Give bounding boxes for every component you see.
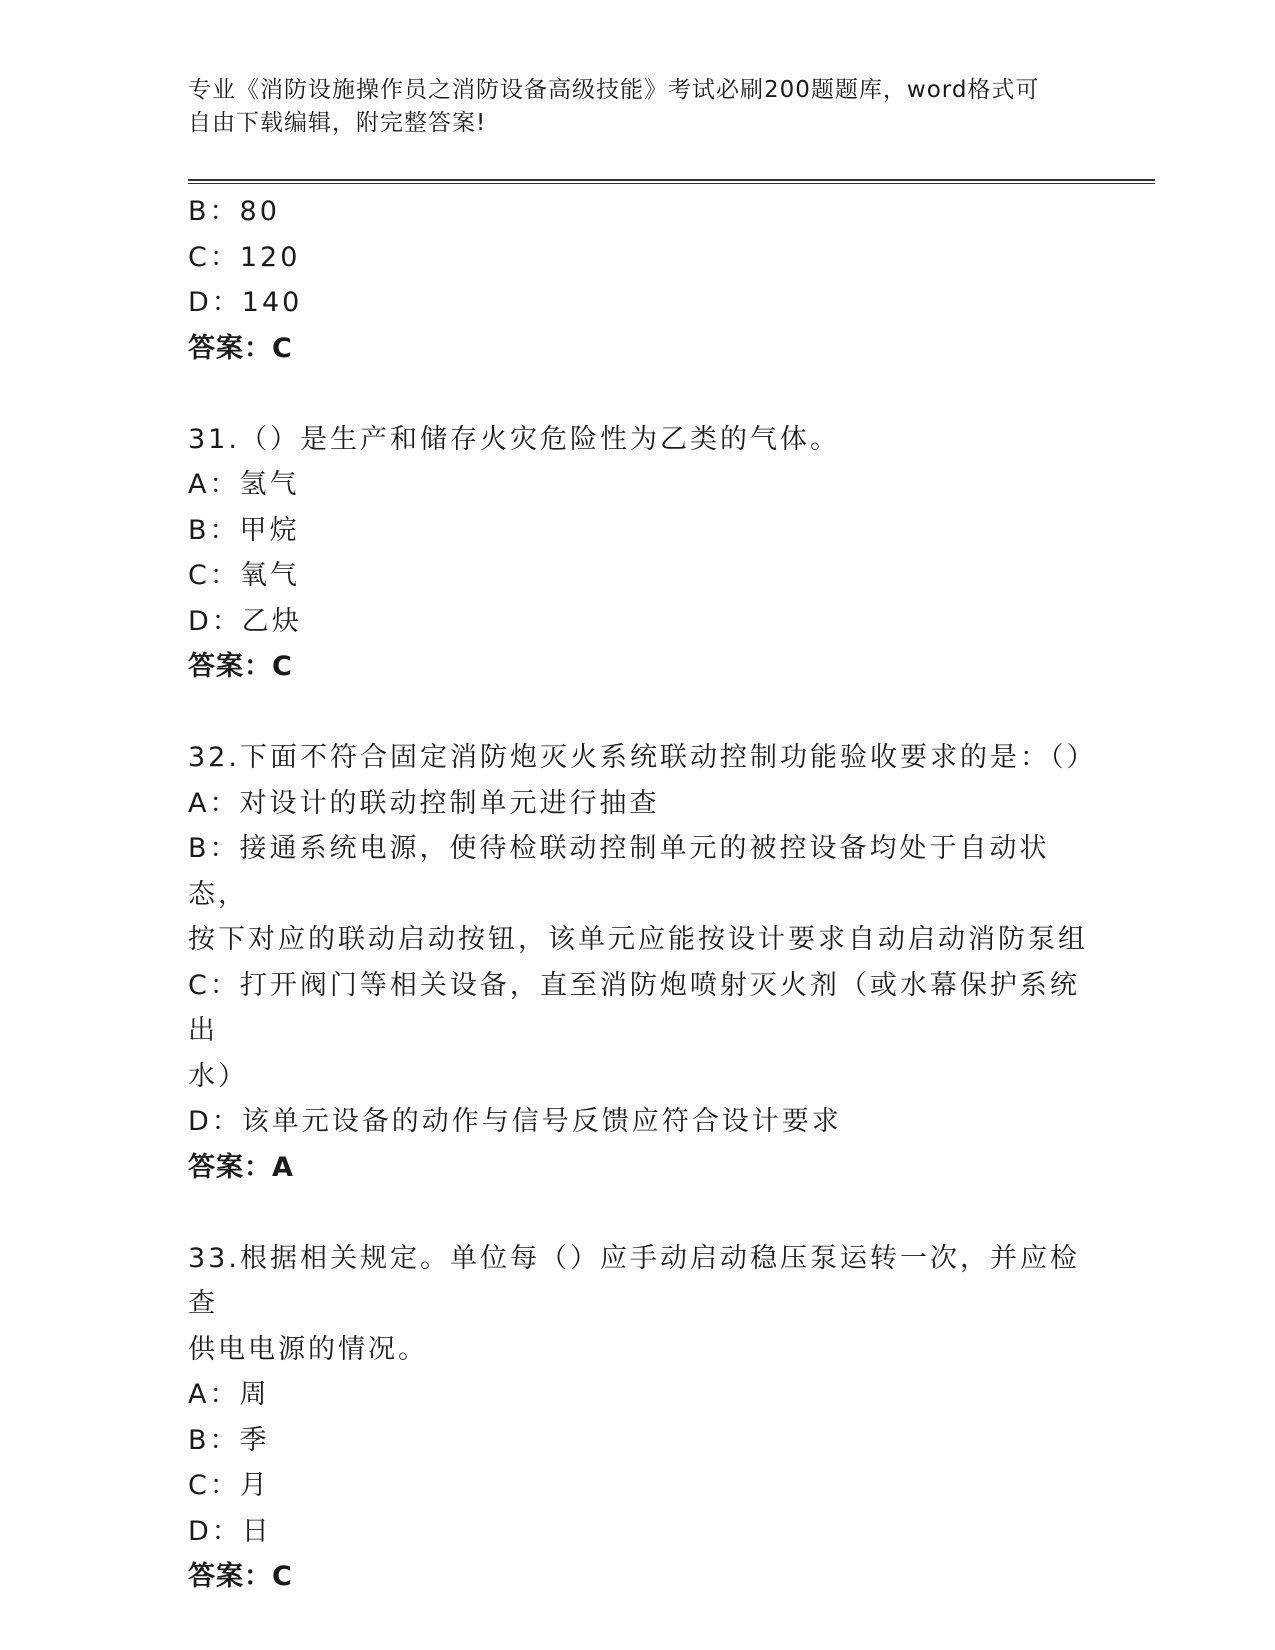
question-33 — [188, 1236, 1088, 1600]
option-a: A：氢气 — [188, 469, 300, 500]
option-c: C：打开阀门等相关设备，直至消防炮喷射灭火剂（或水幕保护系统出 — [188, 969, 1080, 1046]
option-b: B：80 — [188, 196, 280, 227]
option-b: B：甲烷 — [188, 514, 300, 546]
question-stem: 33.根据相关规定。单位每（）应手动启动稳压泵运转一次，并应检查 — [188, 1242, 1080, 1319]
option-b: B：季 — [188, 1424, 270, 1456]
previous-question-tail — [188, 189, 1088, 371]
spacer — [188, 690, 1088, 736]
question-32 — [188, 735, 1097, 1190]
header-line-1: 专业《消防设施操作员之消防设备高级技能》考试必刷200题题库，word格式可 — [188, 77, 1040, 103]
question-31 — [188, 417, 1088, 690]
header-divider-thin — [188, 183, 1155, 184]
question-content — [188, 189, 1097, 1600]
answer-line: 答案：C — [188, 332, 293, 364]
header-divider-thick — [188, 179, 1155, 181]
option-c: C：氧气 — [188, 560, 300, 591]
spacer — [188, 1190, 1088, 1236]
option-d: D：140 — [188, 287, 303, 318]
option-c: C：月 — [188, 1470, 270, 1501]
option-b-continued: 按下对应的联动启动按钮，该单元应能按设计要求自动启动消防泵组 — [188, 924, 1088, 955]
question-stem: 32.下面不符合固定消防炮灭火系统联动控制功能验收要求的是：（） — [188, 742, 1097, 773]
document-header — [188, 74, 1088, 140]
option-b: B：接通系统电源，使待检联动控制单元的被控设备均处于自动状态， — [188, 833, 1050, 910]
answer-line: 答案：A — [188, 1151, 294, 1183]
answer-line: 答案：C — [188, 651, 293, 682]
option-d: D：乙炔 — [188, 605, 302, 637]
answer-line: 答案：C — [188, 1561, 293, 1592]
option-a: A：对设计的联动控制单元进行抽查 — [188, 787, 660, 819]
option-c: C：120 — [188, 241, 301, 273]
option-a: A：周 — [188, 1379, 270, 1410]
spacer — [188, 371, 1088, 417]
option-d: D：日 — [188, 1515, 272, 1547]
question-stem-continued: 供电电源的情况。 — [188, 1333, 428, 1365]
option-c-continued: 水） — [188, 1060, 248, 1092]
question-stem: 31.（）是生产和储存火灾危险性为乙类的气体。 — [188, 423, 840, 455]
option-d: D：该单元设备的动作与信号反馈应符合设计要求 — [188, 1106, 842, 1137]
header-line-2: 自由下载编辑，附完整答案! — [188, 110, 487, 136]
